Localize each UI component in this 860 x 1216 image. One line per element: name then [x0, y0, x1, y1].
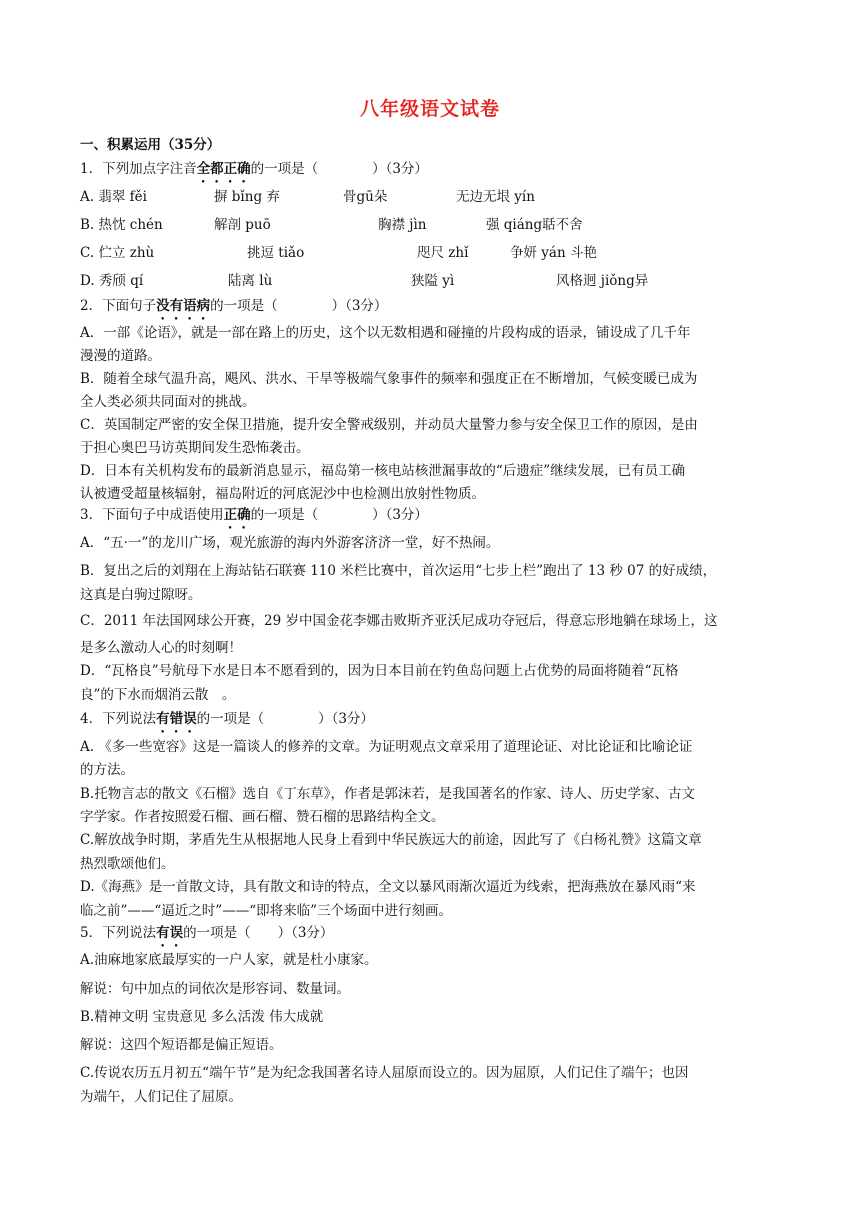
q3-option-line: C．2011 年法国网球公开赛，29 岁中国金花李娜击败斯齐亚沃尼成功夺冠后，得意忘形地躺在球场上，这: [80, 613, 718, 629]
q2-option-line: 认被遭受超量核辐射，福岛附近的河底泥沙中也检测出放射性物质。: [80, 486, 485, 502]
q4-option-line: 的方法。: [80, 762, 134, 778]
q5-explanation-line: 解说：这四个短语都是偏正短语。: [80, 1037, 283, 1053]
q3-option-line: D．“瓦格良”号航母下水是日本不愿看到的，因为日本目前在钓鱼岛问题上占优势的局面将随着“瓦格: [80, 663, 679, 679]
q5-option-line: 为端午，人们记住了屈原。: [80, 1089, 242, 1105]
q2-option-line: B．随着全球气温升高，飓风、洪水、干旱等极端气象事件的频率和强度正在不断增加，气候变暖已成为: [80, 371, 698, 387]
page-title: 八年级语文试卷: [359, 98, 500, 120]
q3-option-line: B．复出之后的刘翔在上海站钻石联赛 110 米栏比赛中，首次运用“七步上栏”跑出了 13 秒 07 的好成绩，: [80, 563, 717, 579]
question-2-stem: 2．下面句子没有语病的一项是（ ）（3分）: [80, 298, 388, 314]
question-5-emphasis: 有误: [156, 925, 184, 941]
q3-option-line: 良”的下水而烟消云散 。: [80, 687, 236, 703]
q2-option-line: 全人类必须共同面对的挑战。: [80, 394, 256, 410]
q5-option-line: C.传说农历五月初五“端午节”是为纪念我国著名诗人屈原而设立的。因为屈原，人们记住了端午；也因: [80, 1065, 689, 1081]
q4-option-line: C.解放战争时期，茅盾先生从根据地人民身上看到中华民族远大的前途，因此写了《白杨礼赞》这篇文章: [80, 832, 702, 848]
q2-option-line: C．英国制定严密的安全保卫措施，提升安全警戒级别，并动员大量警力参与安全保卫工作的原因，是由: [80, 417, 698, 433]
q4-option-line: 字学家。作者按照爱石榴、画石榴、赞石榴的思路结构全文。: [80, 809, 445, 825]
q5-option-line: A.油麻地家底最厚实的一户人家，就是杜小康家。: [80, 952, 378, 968]
question-5-stem: 5．下列说法有误的一项是（ ）（3分）: [80, 925, 334, 941]
q2-option-line: D．日本有关机构发布的最新消息显示，福岛第一核电站核泄漏事故的“后遗症”继续发展，已有员工确: [80, 463, 686, 479]
question-2-emphasis: 没有语病: [156, 298, 211, 314]
question-1-stem: 1．下列加点字注音全都正确的一项是（ ）（3分）: [80, 161, 428, 177]
q2-option-line: A．一部《论语》，就是一部在路上的历史，这个以无数相遇和碰撞的片段构成的语录，铺设成了几千年: [80, 325, 691, 341]
question-4-emphasis: 有错误: [156, 711, 197, 727]
q4-option-line: 临之前”——“逼近之时”——“即将来临”三个场面中进行刻画。: [80, 903, 453, 919]
q2-option-line: 于担心奥巴马访英期间发生恐怖袭击。: [80, 440, 310, 456]
question-3-emphasis: 正确: [223, 507, 251, 523]
section-heading: 一、积累运用（35分）: [80, 137, 221, 153]
q5-option-line: B.精神文明 宝贵意见 多么活泼 伟大成就: [80, 1009, 324, 1025]
q1-option-row-b: B. 热忱 chén 解剖 puō 胸襟 jìn 强 qiáng聒不舍: [80, 217, 583, 233]
q1-option-row-c: C. 伫立 zhù 挑逗 tiǎo 咫尺 zhǐ 争妍 yán 斗艳: [80, 245, 597, 261]
question-4-stem: 4．下列说法有错误的一项是（ ）（3分）: [80, 711, 374, 727]
question-1-emphasis: 全都正确: [196, 161, 251, 177]
q4-option-line: A. 《多一些宽容》这是一篇谈人的修养的文章。为证明观点文章采用了道理论证、对比论证和比喻论证: [80, 739, 693, 755]
question-3-stem: 3．下面句子中成语使用正确的一项是（ ）（3分）: [80, 507, 428, 523]
q3-option-line: A．“五·一”的龙川广场，观光旅游的海内外游客济济一堂，好不热闹。: [80, 535, 500, 551]
q1-option-row-d: D. 秀颀 qí 陆离 lù 狭隘 yì 风格迥 jiǒng异: [80, 273, 649, 289]
q4-option-line: 热烈歌颂他们。: [80, 856, 175, 872]
q5-explanation-line: 解说：句中加点的词依次是形容词、数量词。: [80, 981, 350, 997]
q3-option-line: 是多么激动人心的时刻啊！: [80, 640, 242, 656]
q1-option-row-a: A. 翡翠 fěi 摒 bǐng 弃 骨gū朵 无边无垠 yín: [80, 189, 535, 205]
q2-option-line: 漫漫的道路。: [80, 348, 161, 364]
q4-option-line: B.托物言志的散文《石榴》选自《丁东草》，作者是郭沫若，是我国著名的作家、诗人、历史学家、古文: [80, 786, 695, 802]
q4-option-line: D.《海燕》是一首散文诗，具有散文和诗的特点，全文以暴风雨渐次逼近为线索，把海燕放在暴风雨“来: [80, 879, 696, 895]
q3-option-line: 这真是白驹过隙呀。: [80, 587, 202, 603]
